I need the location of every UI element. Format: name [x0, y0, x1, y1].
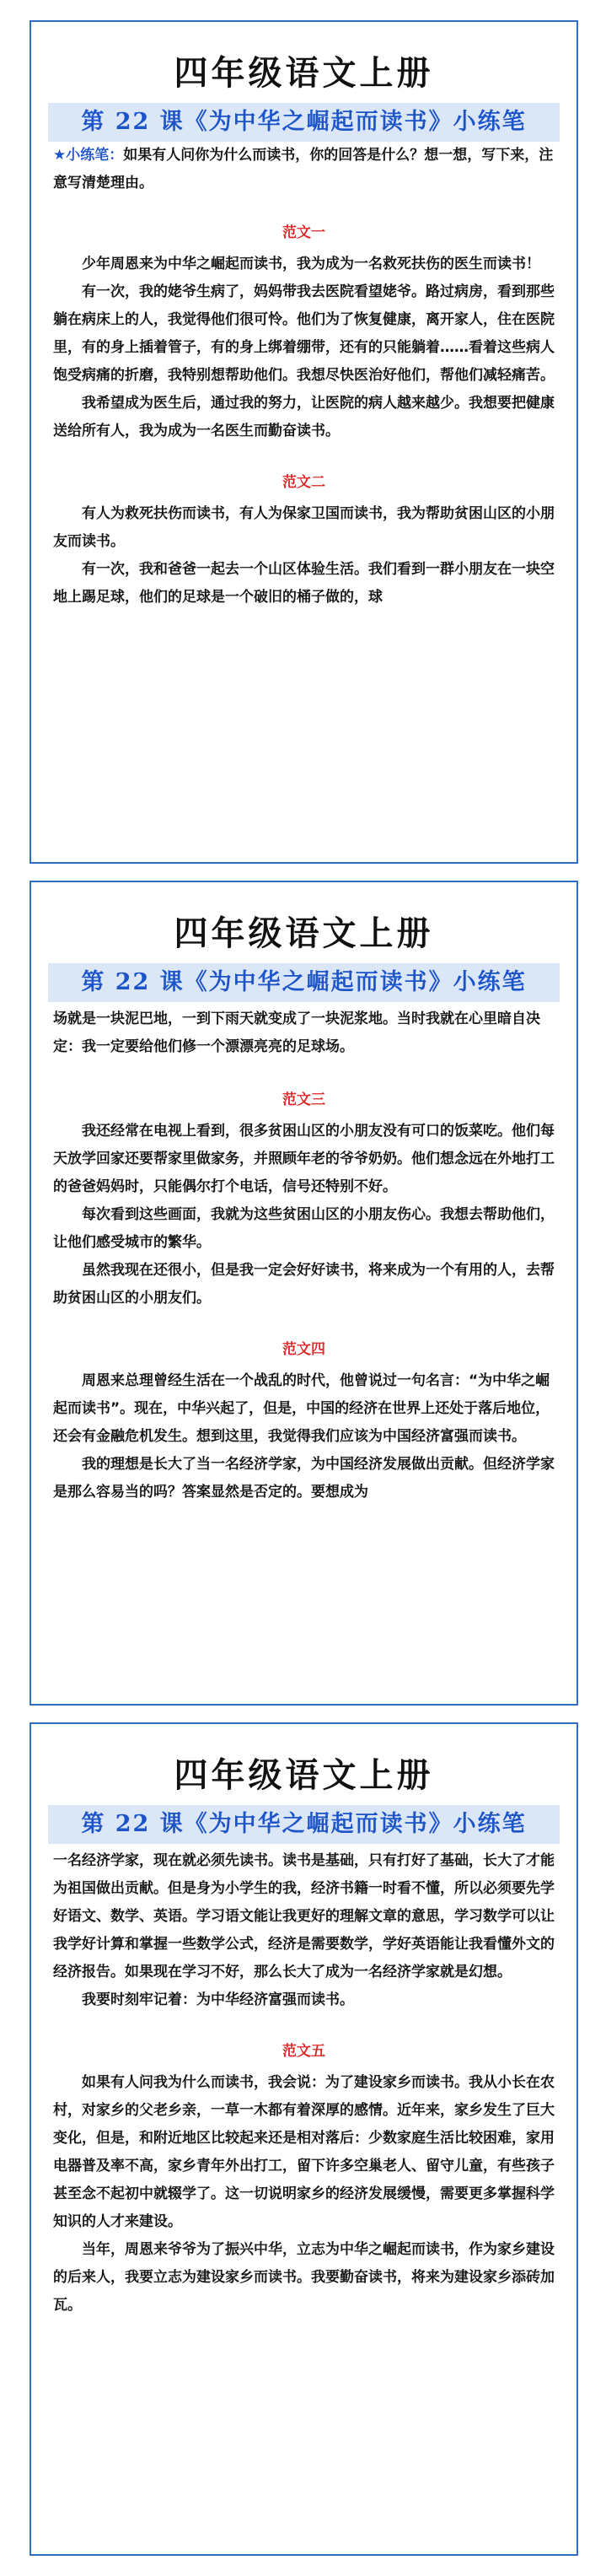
star-icon: ★ [53, 147, 67, 164]
paragraph: 有一次，我和爸爸一起去一个山区体验生活。我们看到一群小朋友在一块空地上踢足球，他们的足球是一个破旧的桶子做的，球 [53, 561, 555, 606]
page-body [31, 1005, 577, 1506]
lesson-banner: 第 22 课《为中华之崛起而读书》小练笔 [48, 103, 560, 142]
paragraph: 如果有人问我为什么而读书，我会说：为了建设家乡而读书。我从小长在农村，对家乡的父老乡亲，一草一木都有着深厚的感情。近年来，家乡发生了巨大变化，但是，和附近地区比较起来还是相对落后：少数家庭生活比较困难，家用电器普及率不高，家乡青年外出打工，留下许多空巢老人、留守儿童，有些孩子甚至念不起初中就辍学了。这一切说明家乡的经济发展缓慢，需要更多掌握科学知识的人才来建设。 [53, 2074, 555, 2230]
paragraph: 有一次，我的姥爷生病了，妈妈带我去医院看望姥爷。路过病房，看到那些躺在病床上的人，我觉得他们很可怜。他们为了恢复健康，离开家人，住在医院里，有的身上插着管子，有的身上绑着绷带，还有的只能躺着……看着这些病人饱受病痛的折磨，我特别想帮助他们。我想尽快医治好他们，帮他们减轻痛苦。 [53, 283, 555, 384]
lesson-banner: 第 22 课《为中华之崛起而读书》小练笔 [48, 963, 560, 1002]
paragraph: 周恩来总理曾经生活在一个战乱的时代，他曾说过一句名言：“为中华之崛起而读书”。现在，中华兴起了，但是，中国的经济在世界上还处于落后地位，还会有金融危机发生。想到这里，我觉得我们应该为中国经济富强而读书。 [53, 1372, 550, 1445]
page-title: 四年级语文上册 [174, 1755, 434, 1795]
section-heading-4: 范文四 [282, 1341, 325, 1358]
section-heading-1: 范文一 [282, 224, 325, 241]
paragraph: 当年，周恩来爷爷为了振兴中华，立志为中华之崛起而读书，作为家乡建设的后来人，我要立志为建设家乡而读书。我要勤奋读书，将来为建设家乡添砖加瓦。 [53, 2241, 555, 2314]
section-heading-2: 范文二 [282, 474, 325, 491]
section-heading-3: 范文三 [282, 1091, 325, 1108]
paragraph: 每次看到这些画面，我就为这些贫困山区的小朋友伤心。我想去帮助他们，让他们感受城市的繁华。 [53, 1206, 555, 1251]
paragraph: 一名经济学家，现在就必须先读书。读书是基础，只有打好了基础，长大了才能为祖国做出贡献。但是身为小学生的我，经济书籍一时看不懂，所以必须要先学好语文、数学、英语。学习语文能让我更好的理解文章的意思，学习数学可以让我学好计算和掌握一些数学公式，经济是需要数学，学好英语能让我看懂外文的经济报告。如果现在学习不好，那么长大了成为一名经济学家就是幻想。 [53, 1852, 555, 1981]
paragraph: 虽然我现在还很小，但是我一定会好好读书，将来成为一个有用的人，去帮助贫困山区的小朋友们。 [53, 1262, 555, 1307]
exercise-prompt [53, 142, 555, 197]
page-2 [29, 881, 578, 1706]
page-3 [29, 1722, 578, 2556]
page-title: 四年级语文上册 [174, 913, 434, 953]
paragraph: 场就是一块泥巴地，一到下雨天就变成了一块泥浆地。当时我就在心里暗自决定：我一定要给他们修一个漂漂亮亮的足球场。 [53, 1010, 540, 1055]
page-body [31, 142, 577, 612]
paragraph: 我的理想是长大了当一名经济学家，为中国经济发展做出贡献。但经济学家是那么容易当的吗？答案显然是否定的。要想成为 [53, 1456, 555, 1501]
exercise-text: 如果有人问你为什么而读书，你的回答是什么？想一想，写下来，注意写清楚理由。 [53, 147, 554, 191]
page-title: 四年级语文上册 [174, 53, 434, 93]
paragraph: 我要时刻牢记着：为中华经济富强而读书。 [82, 1991, 354, 2008]
lesson-banner: 第 22 课《为中华之崛起而读书》小练笔 [48, 1805, 560, 1844]
paragraph: 有人为救死扶伤而读书，有人为保家卫国而读书，我为帮助贫困山区的小朋友而读书。 [53, 505, 555, 550]
page-1 [29, 20, 578, 864]
exercise-label: 小练笔： [66, 147, 124, 164]
section-heading-5: 范文五 [282, 2043, 325, 2060]
paragraph: 我希望成为医生后，通过我的努力，让医院的病人越来越少。我想要把健康送给所有人，我为成为一名医生而勤奋读书。 [53, 395, 555, 439]
paragraph: 我还经常在电视上看到，很多贫困山区的小朋友没有可口的饭菜吃。他们每天放学回家还要帮家里做家务，并照顾年老的爷爷奶奶。他们想念远在外地打工的爸爸妈妈时，只能偶尔打个电话，信号还特别不好。 [53, 1123, 555, 1195]
paragraph: 少年周恩来为中华之崛起而读书，我为成为一名救死扶伤的医生而读书！ [82, 256, 540, 272]
page-body [31, 1847, 577, 2320]
